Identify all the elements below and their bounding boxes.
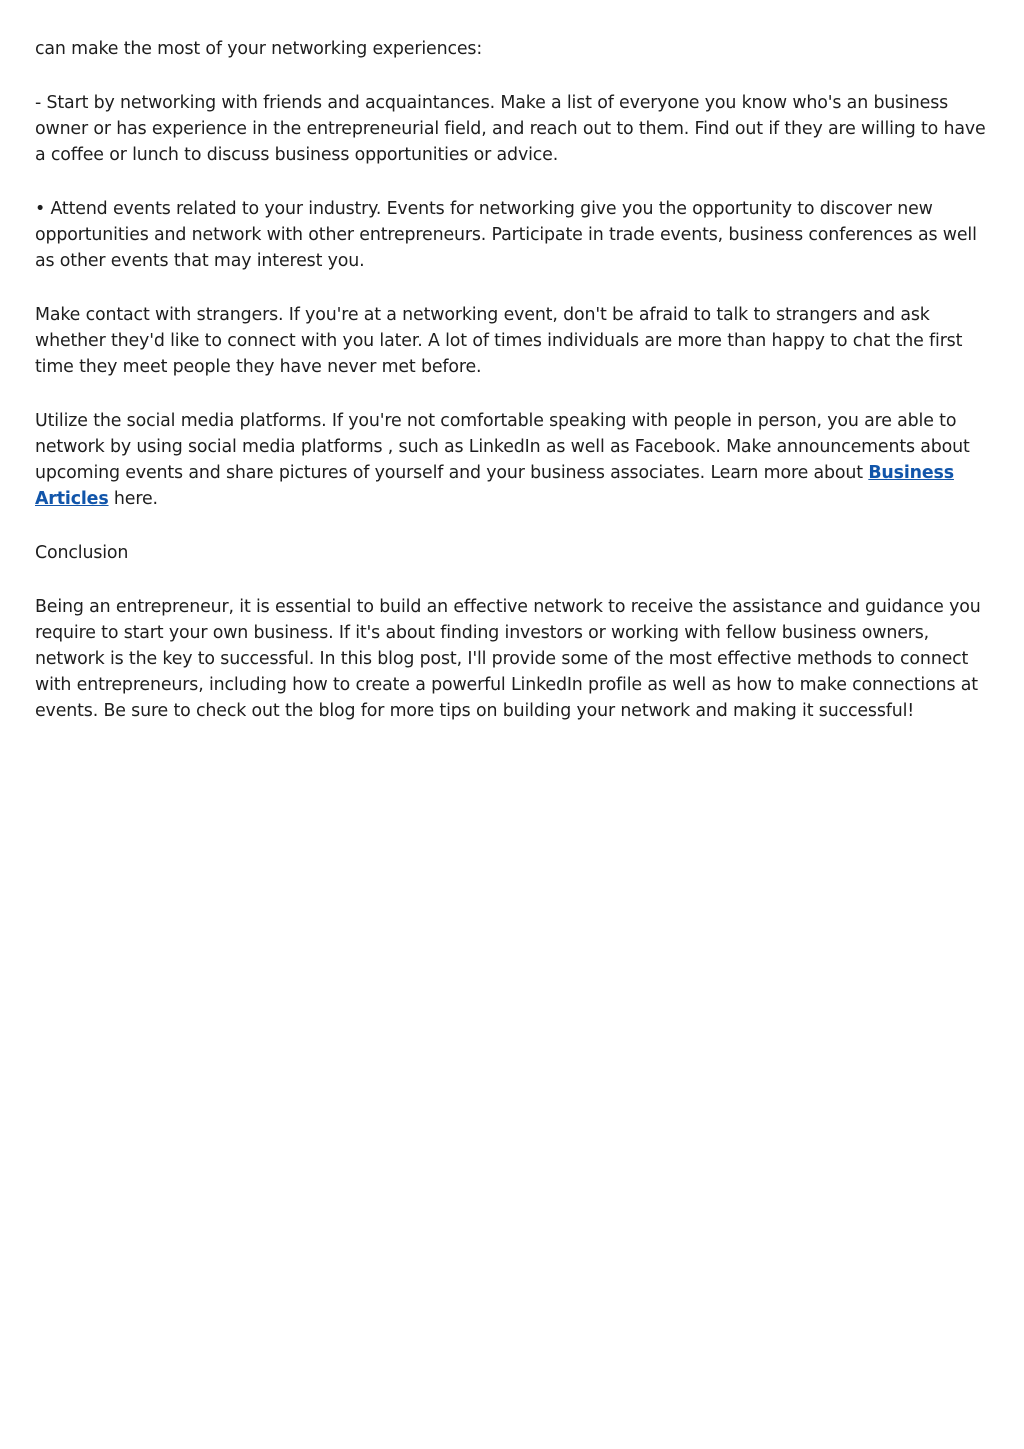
social-media-paragraph [35,408,993,512]
social-media-text-end: here. [108,489,158,509]
document-body [35,36,993,752]
attend-events-paragraph: • Attend events related to your industry. Events for networking give you the opportunity to discover new opportunities and network with other entrepreneurs. Participate in trade events, business conferences as well as other events that may interest you. [35,199,977,271]
social-media-text: Utilize the social media platforms. If you're not comfortable speaking with people in person, you are able to network by using social media platforms , such as LinkedIn as well as Facebook. Make announcements about upcoming events and share pictures of yourself and your business associates. Learn more about [35,411,970,483]
conclusion-paragraph: Being an entrepreneur, it is essential to build an effective network to receive the assistance and guidance you require to start your own business. If it's about finding investors or working with fellow business owners, network is the key to successful. In this blog post, I'll provide some of the most effective methods to connect with entrepreneurs, including how to create a powerful LinkedIn profile as well as how to make connections at events. Be sure to check out the blog for more tips on building your network and making it successful! [35,597,981,721]
contact-strangers-paragraph: Make contact with strangers. If you're at a networking event, don't be afraid to talk to strangers and ask whether they'd like to connect with you later. A lot of times individuals are more than happy to chat the first time they meet people they have never met before. [35,305,963,377]
networking-friends-paragraph: - Start by networking with friends and acquaintances. Make a list of everyone you know who's an business owner or has experience in the entrepreneurial field, and reach out to them. Find out if they are willing to have a coffee or lunch to discuss business opportunities or advice. [35,93,986,165]
business-articles-link[interactable]: Business Articles [35,463,954,509]
intro-paragraph: can make the most of your networking experiences: [35,39,483,59]
conclusion-heading: Conclusion [35,543,129,563]
